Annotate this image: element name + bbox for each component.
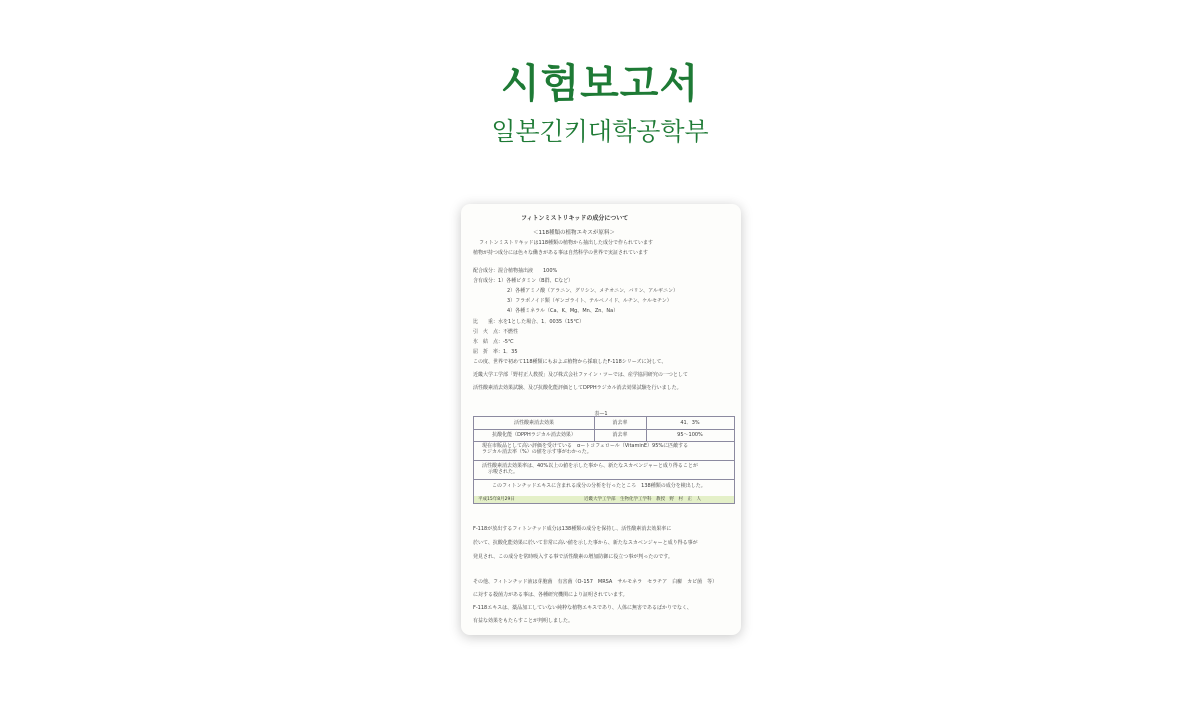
- table-cell: 抗酸化能（DPPHラジカル消去効果）: [474, 429, 595, 441]
- report-document: [461, 204, 741, 635]
- doc-composition-line: 含有成分：1）各種ビタミン（B群、Cなど）: [473, 278, 574, 284]
- doc-composition-line: 配合成分：混合植物抽出液 100%: [473, 268, 558, 274]
- doc-property-line: 屈 折 率：1．35: [473, 349, 518, 355]
- doc-study-line: 近畿大学工学部「野村正人教授」及び株式会社ファイン・ツーでは、産学協同研究の一つとして: [473, 372, 688, 378]
- doc-study-line: 活性酸素消去効果試験、及び抗酸化能評価としてDPPHラジカル消去効果試験を行いました。: [473, 385, 682, 391]
- table-cell: 消去率: [594, 417, 647, 429]
- page-title: 시험보고서: [500, 61, 700, 107]
- doc-intro-line: 植物が持つ成分には色々な働きがある事は自然科学の世界で実証されています: [473, 250, 649, 256]
- table-caption: 表—1: [594, 411, 608, 417]
- table-note: 示唆された。: [488, 469, 519, 475]
- table-note-row: [474, 479, 734, 494]
- table-footer-date: 平成15年8月29日: [478, 497, 515, 502]
- table-footer: [474, 496, 734, 503]
- table-note: ラジカル消去率（%）の値を示す事がわかった。: [482, 449, 592, 455]
- doc-subheading: ＜118種類の植物エキスが原料＞: [533, 230, 615, 236]
- page-subtitle: 일본긴키대학공학부: [491, 117, 709, 146]
- doc-other-line: に対する殺菌力がある事は、各種研究機関により証明されています。: [473, 592, 628, 598]
- doc-conclusion-line: F-118が放出するフィトンチッド成分は138種類の成分を保持し、活性酸素消去効果率に: [473, 526, 672, 532]
- table-cell: 41．3%: [680, 420, 700, 426]
- doc-property-line: 引 火 点：不燃性: [473, 329, 519, 335]
- doc-composition-line: 2）各種アミノ酸（アラニン、グリシン、メチオニン、バリン、アルギニン）: [507, 288, 678, 294]
- table-cell: 95～100%: [677, 432, 703, 438]
- doc-composition-line: 3）フラボノイド類（ギンゴライト、テルペノイド、ルチン、ケルセチン）: [507, 298, 672, 304]
- doc-conclusion-line: 発見され、この成分を常時吸入する事で活性酸素の増加防御に役立つ事が判ったのです。: [473, 554, 673, 560]
- table-note-row: [474, 441, 734, 461]
- table-cell: 消去率: [594, 429, 647, 441]
- doc-property-line: 比 重：水を1とした場合、1．0035（15℃）: [473, 319, 585, 325]
- results-table: [473, 416, 735, 504]
- doc-intro-line: フィトンミストリキッドは118種類の植物から抽出した成分で作られています: [479, 240, 654, 246]
- table-note-row: [474, 460, 734, 480]
- report-document-image: [461, 204, 741, 635]
- doc-conclusion-line: 於いて、抗酸化能効果に於いて非常に高い値を示した事から、新たなスカベンジャーと成り得る事が: [473, 540, 698, 546]
- table-cell: 活性酸素消去効果: [474, 417, 595, 429]
- doc-other-line: 有益な効果をもたらすことが判明しました。: [473, 618, 574, 624]
- doc-study-line: この度、世界で初めて118種類にもおよぶ植物から採取したF-118シリーズに対して、: [473, 359, 667, 365]
- table-note: 現在市販品として高い評価を受けている αートコフェロール（VitaminE）95%に匹敵する: [482, 443, 689, 449]
- doc-other-line: F-118エキスは、薬品加工していない純粋な植物エキスであり、人体に無害であるばかりでなく、: [473, 605, 692, 611]
- doc-property-line: 氷 結 点：-5℃: [473, 339, 514, 345]
- doc-composition-line: 4）各種ミネラル（Ca、K、Mg、Mn、Zn、Na）: [507, 308, 619, 314]
- table-footer-signature: 近畿大学工学部 生物化学工学科 教授 野 村 正 人: [584, 497, 701, 502]
- doc-other-line: その他、フィトンチッド液は芽胞菌 有害菌（O-157 MRSA サルモネラ セラチア 白癬 カビ菌 等）: [473, 579, 718, 585]
- doc-heading: フィトンミストリキッドの成分について: [521, 215, 629, 222]
- table-note: 活性酸素消去効果率は、40%以上の値を示した事から、新たなスカベンジャーと成り得ることが: [482, 463, 698, 469]
- table-note: このフィトンチッドエキスに含まれる成分の分析を行ったところ 138種類の成分を検出した。: [492, 483, 706, 489]
